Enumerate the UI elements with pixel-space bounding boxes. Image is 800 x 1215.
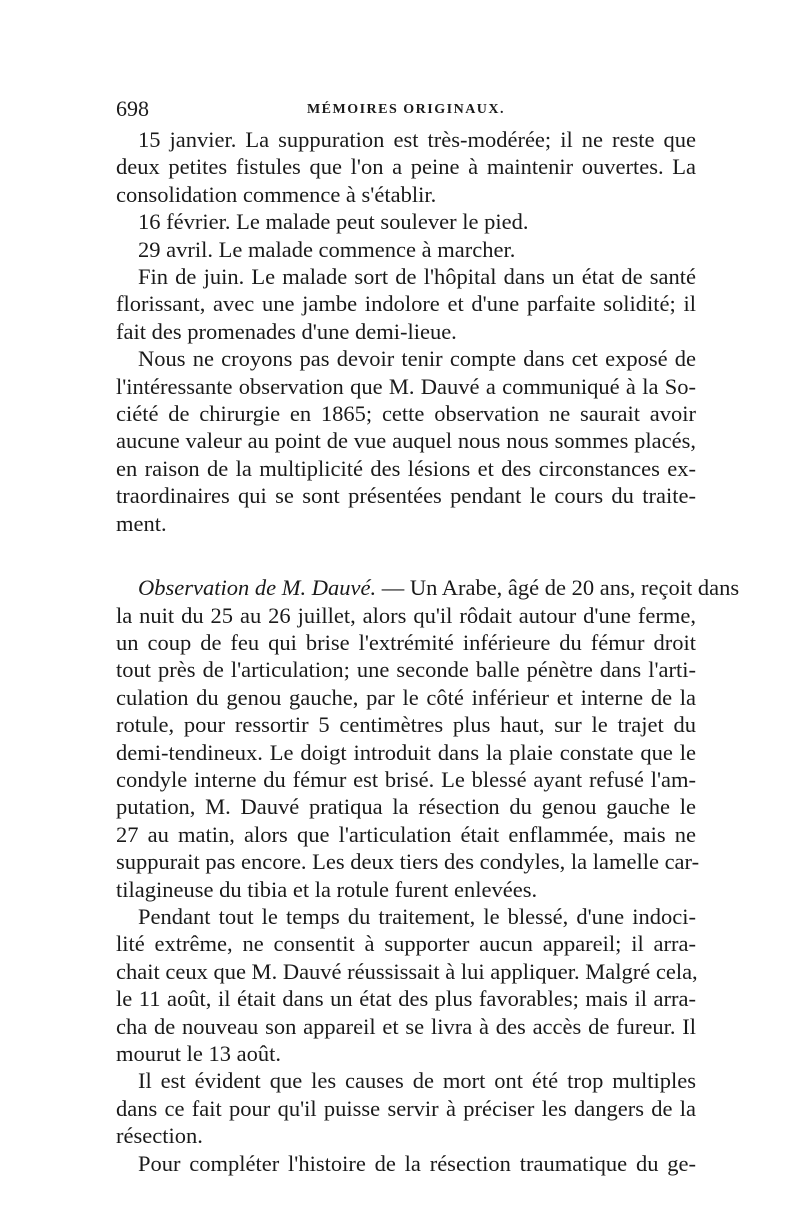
line-text: consolidation commence à s'établir.	[116, 181, 437, 207]
observation-heading: Observation de M. Dauvé.	[138, 575, 377, 601]
running-head: MÉMOIRES ORIGINAUX.	[306, 102, 506, 117]
text-line	[116, 1122, 696, 1149]
line-text: suppurait pas encore. Les deux tiers des condyles, la lamelle car-	[116, 849, 700, 875]
line-text: cha de nouveau son appareil et se livra à des accès de fureur. Il	[116, 1013, 696, 1039]
text-line	[116, 482, 696, 509]
text-line	[116, 821, 696, 848]
text-line	[116, 153, 696, 180]
text-line	[116, 263, 696, 290]
text-line	[116, 876, 696, 903]
line-text: ment.	[116, 510, 167, 536]
line-text: l'intéressante observation que M. Dauvé a communiqué à la So-	[116, 373, 696, 399]
line-text: lité extrême, ne consentit à supporter aucun appareil; il arra-	[116, 931, 696, 957]
text-line	[116, 1067, 696, 1094]
text-line	[116, 427, 696, 454]
text-line	[116, 930, 696, 957]
text-line	[116, 739, 696, 766]
text-line	[116, 903, 696, 930]
line-text: un coup de feu qui brise l'extrémité inférieure du fémur droit	[116, 629, 696, 655]
text-line	[116, 958, 696, 985]
text-line	[116, 574, 740, 601]
line-text: Nous ne croyons pas devoir tenir compte dans cet exposé de	[138, 346, 696, 372]
line-text: chait ceux que M. Dauvé réussissait à lui appliquer. Malgré cela,	[116, 958, 698, 984]
line-text: fait des promenades d'une demi-lieue.	[116, 318, 457, 344]
text-line	[116, 848, 700, 875]
text-line	[116, 373, 696, 400]
text-line	[116, 1013, 696, 1040]
text-line	[116, 793, 696, 820]
text-line	[116, 985, 696, 1012]
line-text: 16 février. Le malade peut soulever le pied.	[138, 209, 529, 235]
line-text: demi-tendineux. Le doigt introduit dans la plaie constate que le	[116, 739, 696, 765]
line-text: ciété de chirurgie en 1865; cette observation ne saurait avoir	[116, 401, 696, 427]
line-text: 29 avril. Le malade commence à marcher.	[138, 236, 516, 262]
paragraph-gap	[116, 537, 696, 574]
text-line	[116, 684, 696, 711]
line-text: Pendant tout le temps du traitement, le blessé, d'une indoci-	[138, 903, 696, 929]
line-text: Pour compléter l'histoire de la résection traumatique du ge-	[138, 1150, 696, 1176]
text-line	[116, 455, 696, 482]
line-text: Fin de juin. Le malade sort de l'hôpital dans un état de santé	[138, 264, 696, 290]
line-text: aucune valeur au point de vue auquel nous nous sommes placés,	[116, 428, 696, 454]
body-text	[116, 126, 740, 1177]
page-header	[116, 96, 696, 126]
line-text: tilagineuse du tibia et la rotule furent enlevées.	[116, 876, 538, 902]
line-text: culation du genou gauche, par le côté inférieur et interne de la	[116, 684, 696, 710]
line-text: — Un Arabe, âgé de 20 ans, reçoit dans	[376, 575, 740, 601]
text-line	[116, 400, 696, 427]
line-text: en raison de la multiplicité des lésions et des circonstances ex-	[116, 455, 696, 481]
line-text: putation, M. Dauvé pratiqua la résection du genou gauche le	[116, 794, 696, 820]
line-text: condyle interne du fémur est brisé. Le blessé ayant refusé l'am-	[116, 766, 696, 792]
line-text: Il est évident que les causes de mort ont été trop multiples	[138, 1068, 696, 1094]
line-text: 27 au matin, alors que l'articulation était enflammée, mais ne	[116, 821, 696, 847]
text-line	[116, 318, 696, 345]
line-text: dans ce fait pour qu'il puisse servir à préciser les dangers de la	[116, 1095, 696, 1121]
text-line	[116, 236, 696, 263]
text-line	[116, 711, 696, 738]
text-line	[116, 126, 696, 153]
text-line	[116, 345, 696, 372]
line-text: rotule, pour ressortir 5 centimètres plus haut, sur le trajet du	[116, 712, 696, 738]
text-line	[116, 181, 696, 208]
text-line	[116, 629, 696, 656]
text-line	[116, 1095, 696, 1122]
line-text: florissant, avec une jambe indolore et d'une parfaite solidité; il	[116, 291, 696, 317]
line-text: deux petites fistules que l'on a peine à maintenir ouvertes. La	[116, 154, 696, 180]
line-text: 15 janvier. La suppuration est très-modérée; il ne reste que	[138, 127, 696, 152]
text-line	[116, 602, 696, 629]
line-text: le 11 août, il était dans un état des plus favorables; mais il arra-	[116, 986, 696, 1012]
page-number: 698	[116, 96, 149, 121]
line-text: tout près de l'articulation; une seconde balle pénètre dans l'arti-	[116, 657, 696, 683]
text-line	[116, 1150, 696, 1177]
text-line	[116, 510, 696, 537]
line-text: mourut le 13 août.	[116, 1041, 281, 1066]
text-line	[116, 208, 696, 235]
text-line	[116, 290, 696, 317]
line-text: traordinaires qui se sont présentées pendant le cours du traite-	[116, 483, 696, 509]
text-line	[116, 656, 696, 683]
line-text: résection.	[116, 1123, 203, 1149]
text-line	[116, 766, 696, 793]
text-line	[116, 1040, 696, 1067]
line-text: la nuit du 25 au 26 juillet, alors qu'il rôdait autour d'une ferme,	[116, 602, 696, 628]
